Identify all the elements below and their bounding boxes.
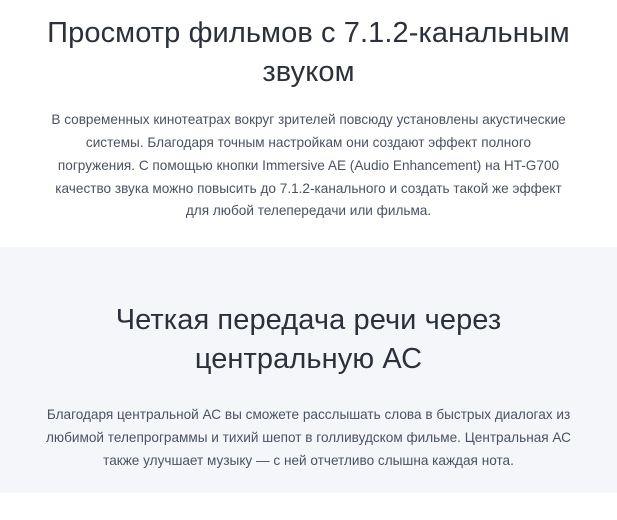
section-body-text: Благодаря центральной АС вы сможете расслышать слова в быстрых диалогах из любимой телепрограммы и тихий шепот в голливудском фильме. Центральная АС также улучшает музыку — с ней отчетливо слышна каждая нота. xyxy=(46,407,571,469)
section-immersive-audio xyxy=(0,0,617,247)
section-heading: Четкая передача речи через центральную АС xyxy=(115,304,502,375)
section-center-speaker xyxy=(0,247,617,493)
section-body-text: В современных кинотеатрах вокруг зрителей повсюду установлены акустические системы. Благодаря точным настройкам они создают эффект полного погружения. С помощью кнопки Immersive AE (Audio Enhancement) на HT-G700 качество звука можно повысить до 7.1.2-канального и создать такой же эффект для любой телепередачи или фильма. xyxy=(51,112,566,219)
page-title: Просмотр фильмов с 7.1.2-канальным звуком xyxy=(47,17,570,88)
